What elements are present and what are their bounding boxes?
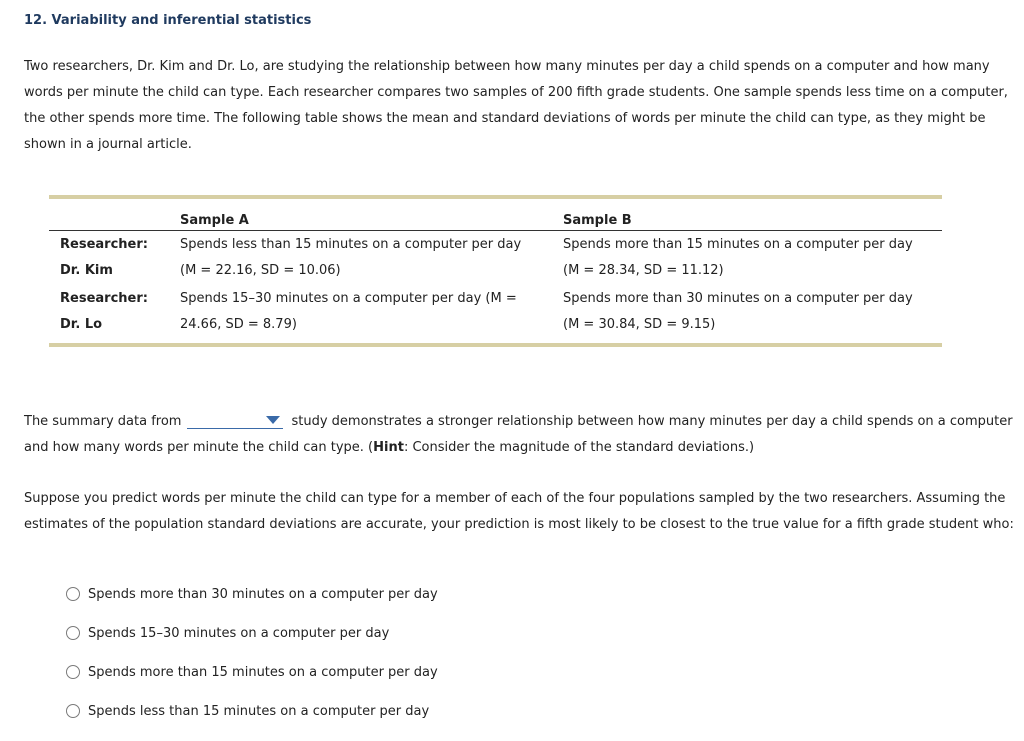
header-sample-a: Sample A bbox=[180, 213, 249, 228]
answer-option[interactable] bbox=[66, 702, 438, 741]
answer-option-label[interactable]: Spends more than 30 minutes on a computer per day bbox=[88, 587, 438, 602]
study-select-dropdown[interactable] bbox=[187, 412, 283, 429]
answer-option-label[interactable]: Spends more than 15 minutes on a computer per day bbox=[88, 665, 438, 680]
summary-text-after: study demonstrates a stronger relationship between how many minutes per day a child spends on a computer and how many words per minute the child can type. ( bbox=[24, 414, 1013, 455]
table-body bbox=[49, 231, 942, 343]
answer-option[interactable] bbox=[66, 663, 438, 702]
answer-option[interactable] bbox=[66, 585, 438, 624]
summary-text-before: The summary data from bbox=[24, 414, 182, 429]
row-kim-sample-a-2: (M = 22.16, SD = 10.06) bbox=[180, 263, 341, 278]
row-lo-label-2: Dr. Lo bbox=[60, 317, 103, 332]
row-lo-sample-a-2: 24.66, SD = 8.79) bbox=[180, 317, 297, 332]
answer-options bbox=[66, 585, 438, 741]
chevron-down-icon bbox=[266, 416, 280, 424]
prediction-question: Suppose you predict words per minute the child can type for a member of each of the four populations sampled by the two researchers. Assuming the estimates of the population standard deviations are accurate, your prediction is most likely to be closest to the true value for a fifth grade student who: bbox=[24, 491, 1014, 532]
summary-table bbox=[49, 195, 942, 347]
radio-button[interactable] bbox=[66, 626, 80, 640]
hint-label: Hint bbox=[373, 440, 404, 455]
row-lo-sample-a-1: Spends 15–30 minutes on a computer per day (M = bbox=[180, 291, 517, 306]
row-kim-label-2: Dr. Kim bbox=[60, 263, 113, 278]
radio-button[interactable] bbox=[66, 587, 80, 601]
row-lo-sample-b-1: Spends more than 30 minutes on a computer per day bbox=[563, 291, 913, 306]
header-sample-b: Sample B bbox=[563, 213, 632, 228]
summary-sentence bbox=[24, 409, 1014, 461]
row-lo-sample-b-2: (M = 30.84, SD = 9.15) bbox=[563, 317, 716, 332]
answer-option[interactable] bbox=[66, 624, 438, 663]
answer-option-label[interactable]: Spends less than 15 minutes on a computer per day bbox=[88, 704, 430, 719]
row-kim-sample-b-2: (M = 28.34, SD = 11.12) bbox=[563, 263, 724, 278]
radio-button[interactable] bbox=[66, 665, 80, 679]
row-kim-sample-a-1: Spends less than 15 minutes on a computer per day bbox=[180, 237, 522, 252]
row-lo-label-1: Researcher: bbox=[60, 291, 148, 306]
radio-button[interactable] bbox=[66, 704, 80, 718]
question-title: 12. Variability and inferential statistics bbox=[24, 13, 312, 28]
table-header-row bbox=[49, 199, 942, 231]
row-kim-label-1: Researcher: bbox=[60, 237, 148, 252]
table-bottom-rule bbox=[49, 343, 942, 347]
hint-text: : Consider the magnitude of the standard deviations.) bbox=[403, 440, 755, 455]
answer-option-label[interactable]: Spends 15–30 minutes on a computer per day bbox=[88, 626, 390, 641]
row-kim-sample-b-1: Spends more than 15 minutes on a computer per day bbox=[563, 237, 913, 252]
intro-paragraph: Two researchers, Dr. Kim and Dr. Lo, are studying the relationship between how many minutes per day a child spends on a computer and how many words per minute the child can type. Each researcher compares two samples of 200 fifth grade students. One sample spends less time on a computer, the other spends more time. The following table shows the mean and standard deviations of words per minute the child can type, as they might be shown in a journal article. bbox=[24, 59, 1008, 152]
